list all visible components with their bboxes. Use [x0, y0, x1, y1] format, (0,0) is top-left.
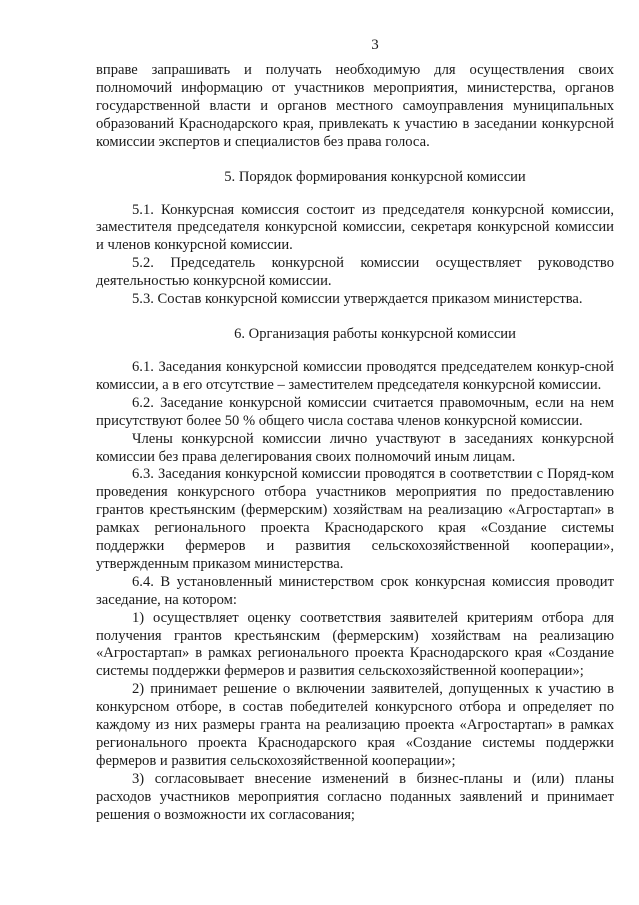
list-item-1: 1) осуществляет оценку соответствия заявителей критериям отбора для получения грантов крестьянским (фермерским) хозяйствам на реализацию «Агростартап» в рамках регионального проекта Краснодарского края «Создание системы поддержки фермеров и развития сельскохозяйственной кооперации»;	[96, 609, 614, 680]
paragraph-5-2: 5.2. Председатель конкурсной комиссии осуществляет руководство деятельностью конкурсной комиссии.	[96, 255, 614, 290]
list-item-2: 2) принимает решение о включении заявителей, допущенных к участию в конкурсном отборе, в состав победителей конкурсного отбора и определяет по каждому из них размеры гранта на реализацию проекта «Агростартап» в рамках регионального проекта Краснодарского края «Создание системы поддержки фермеров и развития сельскохозяйственной кооперации»;	[96, 681, 614, 769]
page-number: 3	[371, 37, 379, 53]
paragraph-members: Члены конкурсной комиссии лично участвуют в заседаниях конкурсной комиссии без права делегирования своих полномочий иным лицам.	[96, 430, 614, 465]
document-page	[96, 36, 614, 825]
paragraph-6-1: 6.1. Заседания конкурсной комиссии проводятся председателем конкур-сной комиссии, а в его отсутствие – заместителем председателя конкурсной комиссии.	[96, 358, 614, 393]
section-6-heading: 6. Организация работы конкурсной комиссии	[234, 325, 516, 342]
list-item-3: 3) согласовывает внесение изменений в бизнес-планы и (или) планы расходов участников мероприятия согласно поданных заявлений и принимает решения о возможности их согласования;	[96, 770, 614, 823]
intro-paragraph: вправе запрашивать и получать необходимую для осуществления своих полномочий информацию от участников мероприятия, министерства, органов государственной власти и органов местного самоуправления муниципальных образований Краснодарского края, привлекать к участию в заседании конкурсной комиссии экспертов и специалистов без права голоса.	[96, 62, 614, 150]
paragraph-5-3: 5.3. Состав конкурсной комиссии утверждается приказом министерства.	[132, 291, 583, 308]
paragraph-6-3: 6.3. Заседания конкурсной комиссии проводятся в соответствии с Поряд-ком проведения конкурсного отбора участников мероприятия по предоставлению грантов крестьянским (фермерским) хозяйствам на реализацию «Агростартап» в рамках регионального проекта Краснодарского края «Создание системы поддержки фермеров и развития сельскохозяйственной кооперации», утвержденным приказом министерства.	[96, 466, 614, 572]
section-5-heading: 5. Порядок формирования конкурсной комиссии	[224, 168, 526, 185]
paragraph-6-2: 6.2. Заседание конкурсной комиссии считается правомочным, если на нем присутствуют более 50 % общего числа состава членов конкурсной комиссии.	[96, 394, 614, 429]
paragraph-6-4: 6.4. В установленный министерством срок конкурсная комиссия проводит заседание, на котором:	[96, 573, 614, 608]
paragraph-5-1: 5.1. Конкурсная комиссия состоит из председателя конкурсной комиссии, заместителя председателя конкурсной комиссии, секретаря конкурсной комиссии и членов конкурсной комиссии.	[96, 201, 614, 254]
